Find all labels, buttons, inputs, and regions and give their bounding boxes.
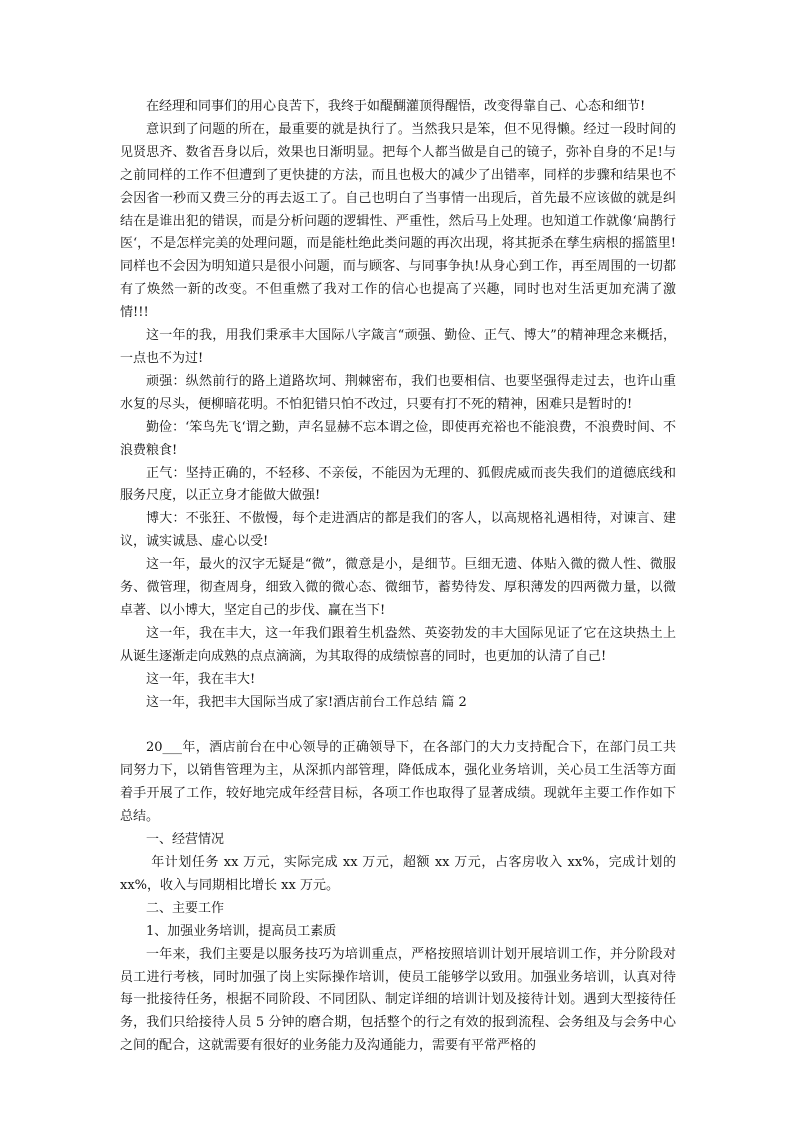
sub-heading: 1、加强业务培训，提高员工素质	[146, 923, 337, 939]
paragraph: 20___年，酒店前台在中心领导的正确领导下，在各部门的大力支持配合下，在部门员工共同努力下，以销售管理为主，从深抓内部管理，降低成本，强化业务培训，关心员工生活等方面着手开展了工作，较好地完成年经营目标，各项工作也取得了显著成绩。现就年主要工作作如下总结。	[120, 740, 676, 825]
paragraph: 正气：坚持正确的，不轻移、不亲佞，不能因为无理的、狐假虎威而丧失我们的道德底线和服务尺度，以正立身才能做大做强!	[120, 465, 676, 504]
section-heading: 二、主要工作	[146, 900, 225, 916]
paragraph: 在经理和同事们的用心良苦下，我终于如醍醐灌顶得醒悟，改变得靠自己、心态和细节!	[146, 99, 646, 114]
section-heading-line: 这一年，我把丰大国际当成了家!酒店前台工作总结 篇 2	[146, 694, 467, 710]
paragraph: 勤俭：‘笨鸟先飞‘谓之勤，声名显赫不忘本谓之俭，即使再充裕也不能浪费，不浪费时间、不浪费粮食!	[120, 419, 676, 458]
paragraph: 这一年，最火的汉字无疑是“微”，微意是小，是细节。巨细无遗、体贴入微的微人性、微服务、微管理，彻查周身，细致入微的微心态、微细节，蓄势待发、厚积薄发的四两微力量，以微卓著、以小博大，坚定自己的步伐、赢在当下!	[120, 557, 676, 618]
paragraph: 这一年，我在丰大，这一年我们跟着生机盎然、英姿勃发的丰大国际见证了它在这块热土上从诞生逐渐走向成熟的点点滴滴，为其取得的成绩惊喜的同时，也更加的认清了自己!	[120, 625, 676, 664]
section-heading: 一、经营情况	[146, 832, 225, 848]
paragraph: 这一年的我，用我们秉承丰大国际八字箴言“顽强、勤俭、正气、博大”的精神理念来概括，一点也不为过!	[120, 328, 676, 366]
paragraph: 一年来，我们主要是以服务技巧为培训重点，严格按照培训计划开展培训工作，并分阶段对员工进行考核，同时加强了岗上实际操作培训，使员工能够学以致用。加强业务培训，认真对待每一批接待任务，根据不同阶段、不同团队、制定详细的培训计划及接待计划。遇到大型接待任务，我们只给接待人员 5 分钟的磨合期，包括整个的行之有效的报到流程、会务组及与会务中心之间的配合，这就需要有很好的业务能力及沟通能力，需要有平常严格的	[120, 946, 676, 1054]
paragraph: 年计划任务 xx 万元，实际完成 xx 万元，超额 xx 万元，占客房收入 xx%，完成计划的 xx%，收入与同期相比增长 xx 万元。	[120, 855, 676, 893]
paragraph: 博大：不张狂、不傲慢，每个走进酒店的都是我们的客人，以高规格礼遇相待，对谏言、建议，诚实诚恳、虚心以受!	[120, 511, 676, 550]
paragraph: 意识到了问题的所在，最重要的就是执行了。当然我只是笨，但不见得懒。经过一段时间的见贤思齐、数省吾身以后，效果也日渐明显。把每个人都当做是自己的镜子，弥补自身的不足!与之前同样的工作不但遭到了更快捷的方法，而且也极大的减少了出错率，同样的步骤和结果也不会因省一秒而又费三分的再去返工了。自己也明白了当事情一出现后，首先最不应该做的就是纠结在是谁出犯的错误，而是分析问题的逻辑性、严重性，然后马上处理。也知道工作就像‘扁鹊行医‘，不是怎样完美的处理问题，而是能杜绝此类问题的再次出现，将其扼杀在孳生病根的摇篮里!同样也不会因为明知道只是很小问题，而与顾客、与同事争执!从身心到工作，再至周围的一切都有了焕然一新的改变。不但重燃了我对工作的信心也提高了兴趣，同时也对生活更加充满了激情!!!	[120, 121, 676, 321]
paragraph: 顽强：纵然前行的路上道路坎坷、荆棘密布，我们也要相信、也要坚强得走过去，也许山重水复的尽头，便柳暗花明。不怕犯错只怕不改过，只要有打不死的精神，困难只是暂时的!	[120, 373, 676, 412]
paragraph: 这一年，我在丰大!	[146, 671, 256, 687]
document-body	[120, 96, 676, 1058]
